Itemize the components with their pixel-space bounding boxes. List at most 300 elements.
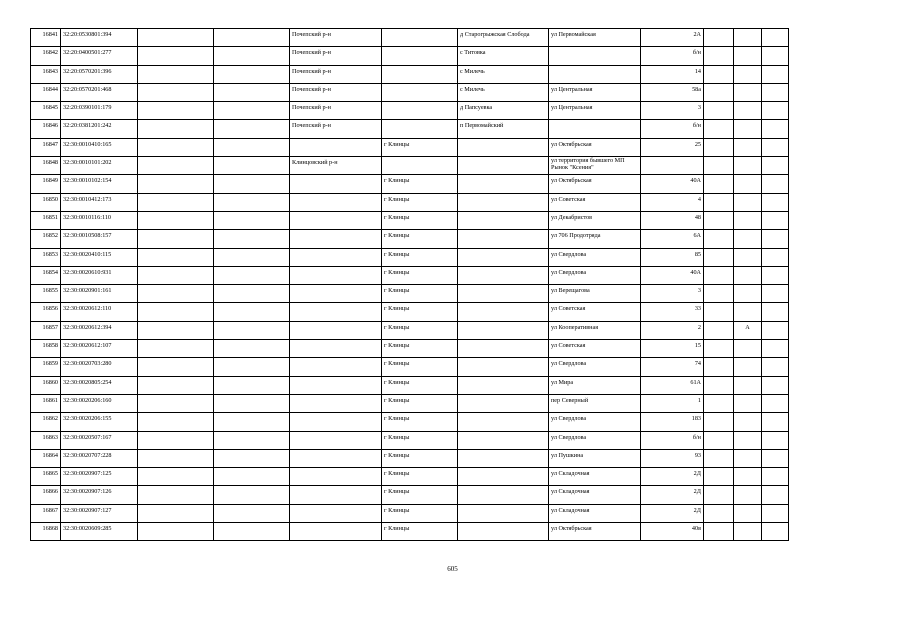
district-cell bbox=[290, 358, 382, 376]
settlement-cell bbox=[458, 468, 549, 486]
row-number-cell: 16851 bbox=[31, 211, 61, 229]
settlement-cell bbox=[458, 394, 549, 412]
cadastral-number-cell: 32:30:0010412:173 bbox=[61, 193, 138, 211]
building-letter-cell bbox=[734, 83, 762, 101]
table-row bbox=[31, 449, 789, 467]
empty-cell bbox=[704, 230, 734, 248]
street-cell: ул Советская bbox=[549, 303, 641, 321]
cadastral-number-cell: 32:30:0020907:126 bbox=[61, 486, 138, 504]
empty-cell bbox=[214, 431, 290, 449]
building-letter-cell bbox=[734, 47, 762, 65]
cadastral-number-cell: 32:30:0010101:202 bbox=[61, 157, 138, 175]
street-cell: ул Свердлова bbox=[549, 413, 641, 431]
empty-cell bbox=[704, 321, 734, 339]
house-number-cell: 2Д bbox=[641, 504, 704, 522]
house-number-cell: 85 bbox=[641, 248, 704, 266]
settlement-cell bbox=[458, 138, 549, 156]
house-number-cell: 3 bbox=[641, 285, 704, 303]
empty-cell bbox=[138, 248, 214, 266]
empty-cell bbox=[214, 120, 290, 138]
cadastral-number-cell: 32:20:0381201:242 bbox=[61, 120, 138, 138]
settlement-cell: д Старогрыжская Слобода bbox=[458, 29, 549, 47]
row-number-cell: 16863 bbox=[31, 431, 61, 449]
empty-cell bbox=[704, 83, 734, 101]
district-cell bbox=[290, 394, 382, 412]
empty-cell bbox=[138, 321, 214, 339]
empty-cell bbox=[214, 266, 290, 284]
building-letter-cell bbox=[734, 29, 762, 47]
table-row bbox=[31, 413, 789, 431]
table-row bbox=[31, 83, 789, 101]
empty-cell bbox=[704, 468, 734, 486]
row-number-cell: 16862 bbox=[31, 413, 61, 431]
row-number-cell: 16845 bbox=[31, 102, 61, 120]
city-cell: г Клинцы bbox=[382, 504, 458, 522]
city-cell: г Клинцы bbox=[382, 321, 458, 339]
district-cell bbox=[290, 486, 382, 504]
row-number-cell: 16850 bbox=[31, 193, 61, 211]
table-row bbox=[31, 486, 789, 504]
empty-cell bbox=[704, 431, 734, 449]
settlement-cell: с Титовка bbox=[458, 47, 549, 65]
empty-cell bbox=[138, 211, 214, 229]
row-number-cell: 16841 bbox=[31, 29, 61, 47]
empty-cell bbox=[704, 102, 734, 120]
table-row bbox=[31, 230, 789, 248]
empty-cell bbox=[762, 248, 789, 266]
empty-cell bbox=[762, 413, 789, 431]
district-cell: Клинцовский р-н bbox=[290, 157, 382, 175]
empty-cell bbox=[704, 486, 734, 504]
row-number-cell: 16846 bbox=[31, 120, 61, 138]
empty-cell bbox=[762, 120, 789, 138]
street-cell: ул Кооперативная bbox=[549, 321, 641, 339]
row-number-cell: 16849 bbox=[31, 175, 61, 193]
empty-cell bbox=[214, 413, 290, 431]
settlement-cell: д Папсуевка bbox=[458, 102, 549, 120]
row-number-cell: 16844 bbox=[31, 83, 61, 101]
house-number-cell: 2А bbox=[641, 29, 704, 47]
house-number-cell: 1 bbox=[641, 394, 704, 412]
empty-cell bbox=[214, 83, 290, 101]
table-row bbox=[31, 266, 789, 284]
row-number-cell: 16847 bbox=[31, 138, 61, 156]
empty-cell bbox=[704, 523, 734, 541]
street-cell: ул Октябрьская bbox=[549, 523, 641, 541]
table-row bbox=[31, 120, 789, 138]
street-cell: ул Свердлова bbox=[549, 248, 641, 266]
empty-cell bbox=[138, 47, 214, 65]
street-cell: ул Свердлова bbox=[549, 431, 641, 449]
district-cell: Почепский р-н bbox=[290, 102, 382, 120]
cadastral-number-cell: 32:20:0570201:468 bbox=[61, 83, 138, 101]
district-cell bbox=[290, 285, 382, 303]
empty-cell bbox=[214, 138, 290, 156]
empty-cell bbox=[138, 138, 214, 156]
settlement-cell bbox=[458, 157, 549, 175]
empty-cell bbox=[704, 285, 734, 303]
table-row bbox=[31, 340, 789, 358]
empty-cell bbox=[138, 358, 214, 376]
house-number-cell: 4 bbox=[641, 193, 704, 211]
city-cell: г Клинцы bbox=[382, 211, 458, 229]
house-number-cell: 2Д bbox=[641, 468, 704, 486]
empty-cell bbox=[138, 29, 214, 47]
table-row bbox=[31, 523, 789, 541]
district-cell bbox=[290, 504, 382, 522]
empty-cell bbox=[762, 211, 789, 229]
house-number-cell: б/н bbox=[641, 47, 704, 65]
street-cell: пер Северный bbox=[549, 394, 641, 412]
settlement-cell: с Милечь bbox=[458, 83, 549, 101]
district-cell: Почепский р-н bbox=[290, 29, 382, 47]
cadastral-number-cell: 32:30:0020612:394 bbox=[61, 321, 138, 339]
cadastral-number-cell: 32:30:0020703:280 bbox=[61, 358, 138, 376]
empty-cell bbox=[138, 303, 214, 321]
empty-cell bbox=[762, 47, 789, 65]
house-number-cell: 74 bbox=[641, 358, 704, 376]
empty-cell bbox=[762, 193, 789, 211]
cadastral-number-cell: 32:30:0020907:127 bbox=[61, 504, 138, 522]
street-cell: ул 706 Продотряда bbox=[549, 230, 641, 248]
house-number-cell: 2Д bbox=[641, 486, 704, 504]
street-cell bbox=[549, 65, 641, 83]
district-cell bbox=[290, 248, 382, 266]
city-cell: г Клинцы bbox=[382, 230, 458, 248]
empty-cell bbox=[138, 266, 214, 284]
empty-cell bbox=[704, 504, 734, 522]
building-letter-cell bbox=[734, 358, 762, 376]
cadastral-number-cell: 32:30:0020612:107 bbox=[61, 340, 138, 358]
empty-cell bbox=[214, 449, 290, 467]
table-row bbox=[31, 175, 789, 193]
cadastral-number-cell: 32:30:0020206:155 bbox=[61, 413, 138, 431]
cadastral-number-cell: 32:30:0020206:160 bbox=[61, 394, 138, 412]
cadastral-number-cell: 32:20:0400501:277 bbox=[61, 47, 138, 65]
district-cell bbox=[290, 303, 382, 321]
district-cell bbox=[290, 138, 382, 156]
building-letter-cell bbox=[734, 504, 762, 522]
empty-cell bbox=[762, 321, 789, 339]
district-cell bbox=[290, 376, 382, 394]
row-number-cell: 16866 bbox=[31, 486, 61, 504]
row-number-cell: 16857 bbox=[31, 321, 61, 339]
empty-cell bbox=[762, 230, 789, 248]
building-letter-cell bbox=[734, 211, 762, 229]
cadastral-number-cell: 32:30:0020907:125 bbox=[61, 468, 138, 486]
cadastral-number-cell: 32:30:0020507:167 bbox=[61, 431, 138, 449]
street-cell: ул Советская bbox=[549, 193, 641, 211]
street-cell: ул Складочная bbox=[549, 486, 641, 504]
empty-cell bbox=[762, 157, 789, 175]
building-letter-cell bbox=[734, 285, 762, 303]
table-row bbox=[31, 157, 789, 175]
empty-cell bbox=[138, 523, 214, 541]
settlement-cell bbox=[458, 358, 549, 376]
table-row bbox=[31, 29, 789, 47]
house-number-cell: 40А bbox=[641, 266, 704, 284]
row-number-cell: 16856 bbox=[31, 303, 61, 321]
settlement-cell bbox=[458, 413, 549, 431]
building-letter-cell bbox=[734, 120, 762, 138]
district-cell: Почепский р-н bbox=[290, 65, 382, 83]
table-row bbox=[31, 285, 789, 303]
building-letter-cell bbox=[734, 230, 762, 248]
settlement-cell bbox=[458, 248, 549, 266]
empty-cell bbox=[138, 157, 214, 175]
building-letter-cell bbox=[734, 431, 762, 449]
district-cell bbox=[290, 211, 382, 229]
empty-cell bbox=[762, 394, 789, 412]
building-letter-cell bbox=[734, 486, 762, 504]
empty-cell bbox=[138, 486, 214, 504]
empty-cell bbox=[138, 394, 214, 412]
street-cell: ул территория бывшего МП Рынок "Ксения" bbox=[549, 157, 641, 175]
cadastral-number-cell: 32:30:0020410:115 bbox=[61, 248, 138, 266]
empty-cell bbox=[704, 340, 734, 358]
empty-cell bbox=[214, 193, 290, 211]
city-cell: г Клинцы bbox=[382, 175, 458, 193]
empty-cell bbox=[138, 102, 214, 120]
house-number-cell: 15 bbox=[641, 340, 704, 358]
house-number-cell: 61А bbox=[641, 376, 704, 394]
table-row bbox=[31, 321, 789, 339]
house-number-cell: 40в bbox=[641, 523, 704, 541]
house-number-cell: 58а bbox=[641, 83, 704, 101]
building-letter-cell bbox=[734, 193, 762, 211]
district-cell bbox=[290, 175, 382, 193]
page-number: 605 bbox=[447, 565, 458, 573]
city-cell bbox=[382, 29, 458, 47]
district-cell: Почепский р-н bbox=[290, 83, 382, 101]
city-cell: г Клинцы bbox=[382, 376, 458, 394]
empty-cell bbox=[214, 468, 290, 486]
house-number-cell bbox=[641, 157, 704, 175]
row-number-cell: 16865 bbox=[31, 468, 61, 486]
street-cell: ул Верещагова bbox=[549, 285, 641, 303]
settlement-cell bbox=[458, 193, 549, 211]
table-row bbox=[31, 65, 789, 83]
building-letter-cell bbox=[734, 138, 762, 156]
city-cell bbox=[382, 120, 458, 138]
house-number-cell: 3 bbox=[641, 102, 704, 120]
empty-cell bbox=[762, 83, 789, 101]
empty-cell bbox=[704, 29, 734, 47]
table-row bbox=[31, 431, 789, 449]
cadastral-number-cell: 32:30:0020610:931 bbox=[61, 266, 138, 284]
row-number-cell: 16868 bbox=[31, 523, 61, 541]
table-row bbox=[31, 102, 789, 120]
street-cell bbox=[549, 47, 641, 65]
empty-cell bbox=[138, 175, 214, 193]
building-letter-cell bbox=[734, 394, 762, 412]
cadastral-number-cell: 32:30:0010508:157 bbox=[61, 230, 138, 248]
empty-cell bbox=[214, 230, 290, 248]
empty-cell bbox=[704, 376, 734, 394]
building-letter-cell bbox=[734, 248, 762, 266]
street-cell: ул Октябрьская bbox=[549, 175, 641, 193]
empty-cell bbox=[214, 175, 290, 193]
empty-cell bbox=[214, 504, 290, 522]
city-cell: г Клинцы bbox=[382, 413, 458, 431]
table-row bbox=[31, 248, 789, 266]
cadastral-number-cell: 32:20:0530801:394 bbox=[61, 29, 138, 47]
empty-cell bbox=[214, 102, 290, 120]
district-cell bbox=[290, 468, 382, 486]
house-number-cell: 25 bbox=[641, 138, 704, 156]
city-cell: г Клинцы bbox=[382, 248, 458, 266]
empty-cell bbox=[762, 449, 789, 467]
building-letter-cell bbox=[734, 175, 762, 193]
settlement-cell bbox=[458, 211, 549, 229]
street-cell: ул Центральная bbox=[549, 83, 641, 101]
empty-cell bbox=[762, 285, 789, 303]
cadastral-number-cell: 32:30:0020612:110 bbox=[61, 303, 138, 321]
empty-cell bbox=[214, 211, 290, 229]
district-cell bbox=[290, 193, 382, 211]
cadastral-number-cell: 32:30:0020901:161 bbox=[61, 285, 138, 303]
settlement-cell bbox=[458, 504, 549, 522]
empty-cell bbox=[214, 248, 290, 266]
building-letter-cell bbox=[734, 340, 762, 358]
row-number-cell: 16861 bbox=[31, 394, 61, 412]
row-number-cell: 16848 bbox=[31, 157, 61, 175]
district-cell bbox=[290, 431, 382, 449]
house-number-cell: 48 bbox=[641, 211, 704, 229]
empty-cell bbox=[138, 193, 214, 211]
empty-cell bbox=[138, 120, 214, 138]
settlement-cell bbox=[458, 230, 549, 248]
table-row bbox=[31, 211, 789, 229]
street-cell: ул Первомайская bbox=[549, 29, 641, 47]
settlement-cell: с Милечь bbox=[458, 65, 549, 83]
city-cell: г Клинцы bbox=[382, 394, 458, 412]
city-cell bbox=[382, 157, 458, 175]
street-cell: ул Складочная bbox=[549, 468, 641, 486]
city-cell: г Клинцы bbox=[382, 285, 458, 303]
settlement-cell: п Первомайский bbox=[458, 120, 549, 138]
table-row bbox=[31, 47, 789, 65]
row-number-cell: 16855 bbox=[31, 285, 61, 303]
table-row bbox=[31, 193, 789, 211]
empty-cell bbox=[704, 394, 734, 412]
empty-cell bbox=[138, 376, 214, 394]
table-row bbox=[31, 504, 789, 522]
settlement-cell bbox=[458, 449, 549, 467]
table-row bbox=[31, 394, 789, 412]
building-letter-cell bbox=[734, 468, 762, 486]
row-number-cell: 16867 bbox=[31, 504, 61, 522]
empty-cell bbox=[762, 376, 789, 394]
building-letter-cell bbox=[734, 157, 762, 175]
street-cell: ул Декабристов bbox=[549, 211, 641, 229]
empty-cell bbox=[704, 413, 734, 431]
street-cell: ул Свердлова bbox=[549, 266, 641, 284]
house-number-cell: 2 bbox=[641, 321, 704, 339]
district-cell bbox=[290, 413, 382, 431]
empty-cell bbox=[762, 468, 789, 486]
empty-cell bbox=[214, 394, 290, 412]
house-number-cell: б/н bbox=[641, 431, 704, 449]
settlement-cell bbox=[458, 321, 549, 339]
empty-cell bbox=[704, 47, 734, 65]
table-row bbox=[31, 468, 789, 486]
empty-cell bbox=[138, 413, 214, 431]
empty-cell bbox=[762, 102, 789, 120]
settlement-cell bbox=[458, 431, 549, 449]
empty-cell bbox=[762, 486, 789, 504]
building-letter-cell bbox=[734, 266, 762, 284]
street-cell: ул Пушкина bbox=[549, 449, 641, 467]
street-cell: ул Мира bbox=[549, 376, 641, 394]
row-number-cell: 16852 bbox=[31, 230, 61, 248]
settlement-cell bbox=[458, 376, 549, 394]
district-cell bbox=[290, 266, 382, 284]
empty-cell bbox=[138, 285, 214, 303]
row-number-cell: 16858 bbox=[31, 340, 61, 358]
settlement-cell bbox=[458, 266, 549, 284]
row-number-cell: 16842 bbox=[31, 47, 61, 65]
city-cell bbox=[382, 102, 458, 120]
settlement-cell bbox=[458, 340, 549, 358]
city-cell: г Клинцы bbox=[382, 266, 458, 284]
empty-cell bbox=[762, 358, 789, 376]
district-cell: Почепский р-н bbox=[290, 47, 382, 65]
empty-cell bbox=[762, 340, 789, 358]
empty-cell bbox=[214, 65, 290, 83]
empty-cell bbox=[214, 358, 290, 376]
house-number-cell: 93 bbox=[641, 449, 704, 467]
cadastral-number-cell: 32:30:0020609:285 bbox=[61, 523, 138, 541]
city-cell: г Клинцы bbox=[382, 523, 458, 541]
empty-cell bbox=[704, 266, 734, 284]
city-cell: г Клинцы bbox=[382, 486, 458, 504]
empty-cell bbox=[138, 504, 214, 522]
house-number-cell: 14 bbox=[641, 65, 704, 83]
empty-cell bbox=[138, 230, 214, 248]
empty-cell bbox=[138, 431, 214, 449]
city-cell: г Клинцы bbox=[382, 358, 458, 376]
row-number-cell: 16843 bbox=[31, 65, 61, 83]
city-cell: г Клинцы bbox=[382, 193, 458, 211]
building-letter-cell bbox=[734, 65, 762, 83]
register-table bbox=[30, 28, 789, 541]
street-cell: ул Советская bbox=[549, 340, 641, 358]
empty-cell bbox=[762, 431, 789, 449]
cadastral-number-cell: 32:30:0010116:110 bbox=[61, 211, 138, 229]
district-cell bbox=[290, 230, 382, 248]
empty-cell bbox=[138, 65, 214, 83]
building-letter-cell bbox=[734, 523, 762, 541]
district-cell bbox=[290, 321, 382, 339]
cadastral-number-cell: 32:20:0570201:396 bbox=[61, 65, 138, 83]
empty-cell bbox=[762, 266, 789, 284]
city-cell: г Клинцы bbox=[382, 340, 458, 358]
building-letter-cell bbox=[734, 449, 762, 467]
empty-cell bbox=[138, 340, 214, 358]
empty-cell bbox=[704, 138, 734, 156]
empty-cell bbox=[704, 358, 734, 376]
building-letter-cell: А bbox=[734, 321, 762, 339]
empty-cell bbox=[762, 303, 789, 321]
city-cell: г Клинцы bbox=[382, 303, 458, 321]
row-number-cell: 16853 bbox=[31, 248, 61, 266]
settlement-cell bbox=[458, 175, 549, 193]
building-letter-cell bbox=[734, 102, 762, 120]
district-cell bbox=[290, 523, 382, 541]
settlement-cell bbox=[458, 486, 549, 504]
empty-cell bbox=[214, 376, 290, 394]
